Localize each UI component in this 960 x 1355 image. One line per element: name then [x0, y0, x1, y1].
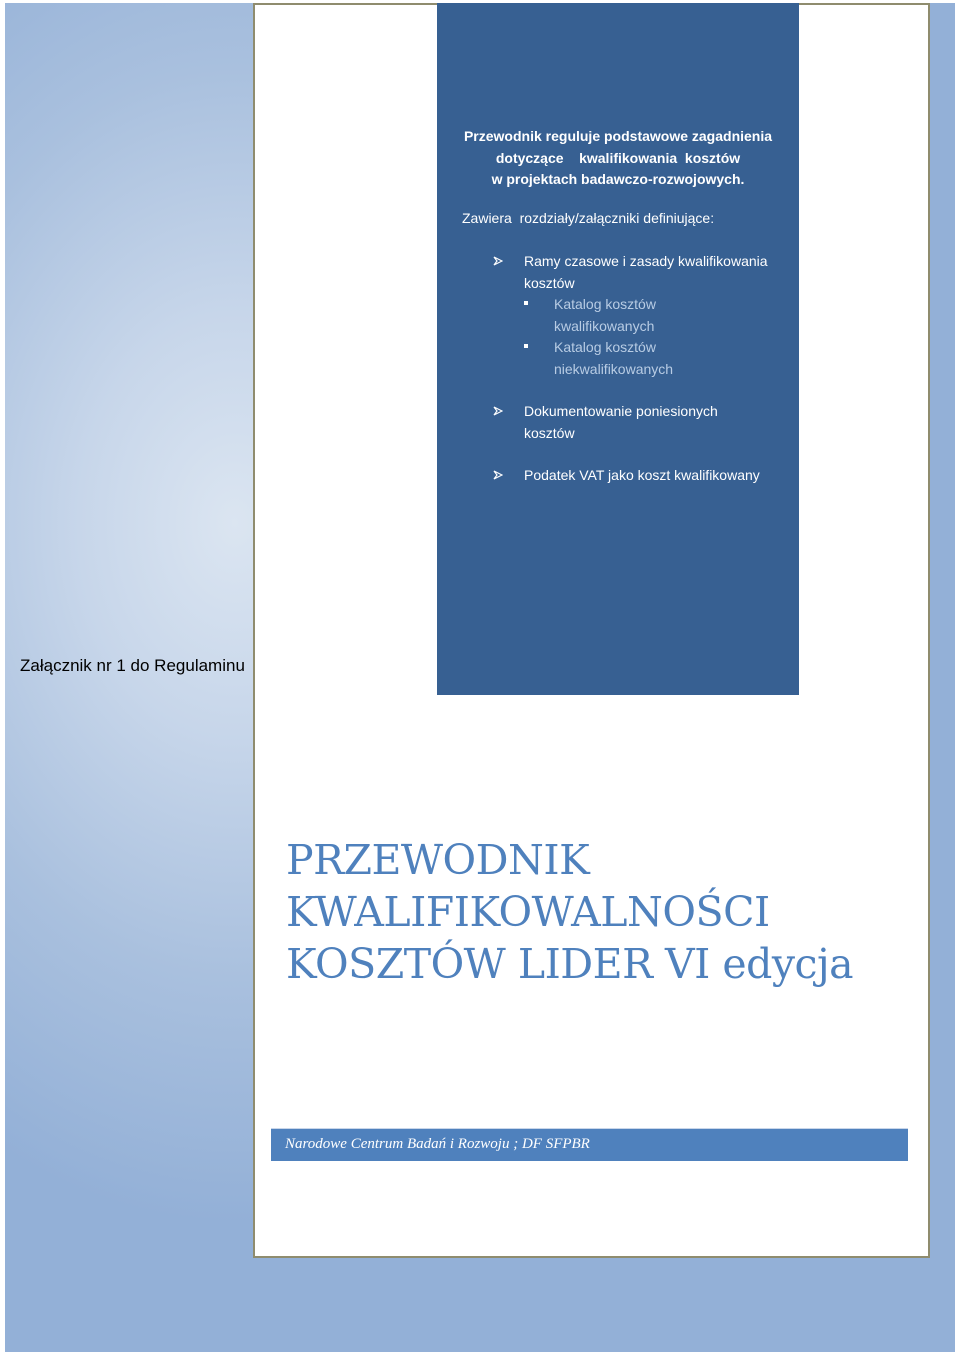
arrowhead-bullet-icon: [493, 406, 503, 416]
sub-item-eligible-catalog: [554, 294, 656, 337]
list-item-line: Podatek VAT jako koszt kwalifikowany: [524, 467, 760, 483]
title-line-1: PRZEWODNIK: [286, 836, 590, 884]
intro-line-1: Przewodnik reguluje podstawowe zagadnienia: [463, 128, 773, 144]
list-item-line: Ramy czasowe i zasady kwalifikowania: [524, 253, 768, 269]
list-item-line: kosztów: [524, 424, 575, 441]
sub-item-line: Katalog kosztów: [554, 296, 656, 312]
intro-line-2: dotyczące kwalifikowania kosztów: [495, 149, 741, 166]
intro-line-3: w projektach badawczo-rozwojowych.: [491, 171, 745, 187]
square-bullet-icon: [524, 344, 528, 348]
arrowhead-bullet-icon: [493, 256, 503, 266]
sub-item-line: kwalifikowanych: [554, 317, 655, 334]
sub-item-line: niekwalifikowanych: [554, 360, 674, 377]
contains-label: Zawiera rozdziały/załączniki definiujące:: [462, 210, 715, 226]
list-item-time-frames: [524, 251, 768, 294]
list-item-line: kosztów: [524, 274, 575, 291]
sub-item-line: Katalog kosztów: [554, 339, 656, 355]
title-line-3: KOSZTÓW LIDER VI edycja: [286, 940, 854, 988]
intro-text: [437, 126, 799, 191]
title-line-2: KWALIFIKOWALNOŚCI: [286, 888, 770, 936]
list-item-line: Dokumentowanie poniesionych: [524, 403, 718, 419]
sub-item-ineligible-catalog: [554, 337, 673, 380]
publisher-bar: [271, 1128, 908, 1161]
annex-label: Załącznik nr 1 do Regulaminu: [20, 656, 245, 675]
list-item-vat: [524, 465, 760, 487]
arrowhead-bullet-icon: [493, 470, 503, 480]
document-title: [286, 834, 906, 990]
publisher-text: Narodowe Centrum Badań i Rozwoju ; DF SFPBR: [285, 1136, 590, 1152]
square-bullet-icon: [524, 301, 528, 305]
list-item-documentation: [524, 401, 718, 444]
